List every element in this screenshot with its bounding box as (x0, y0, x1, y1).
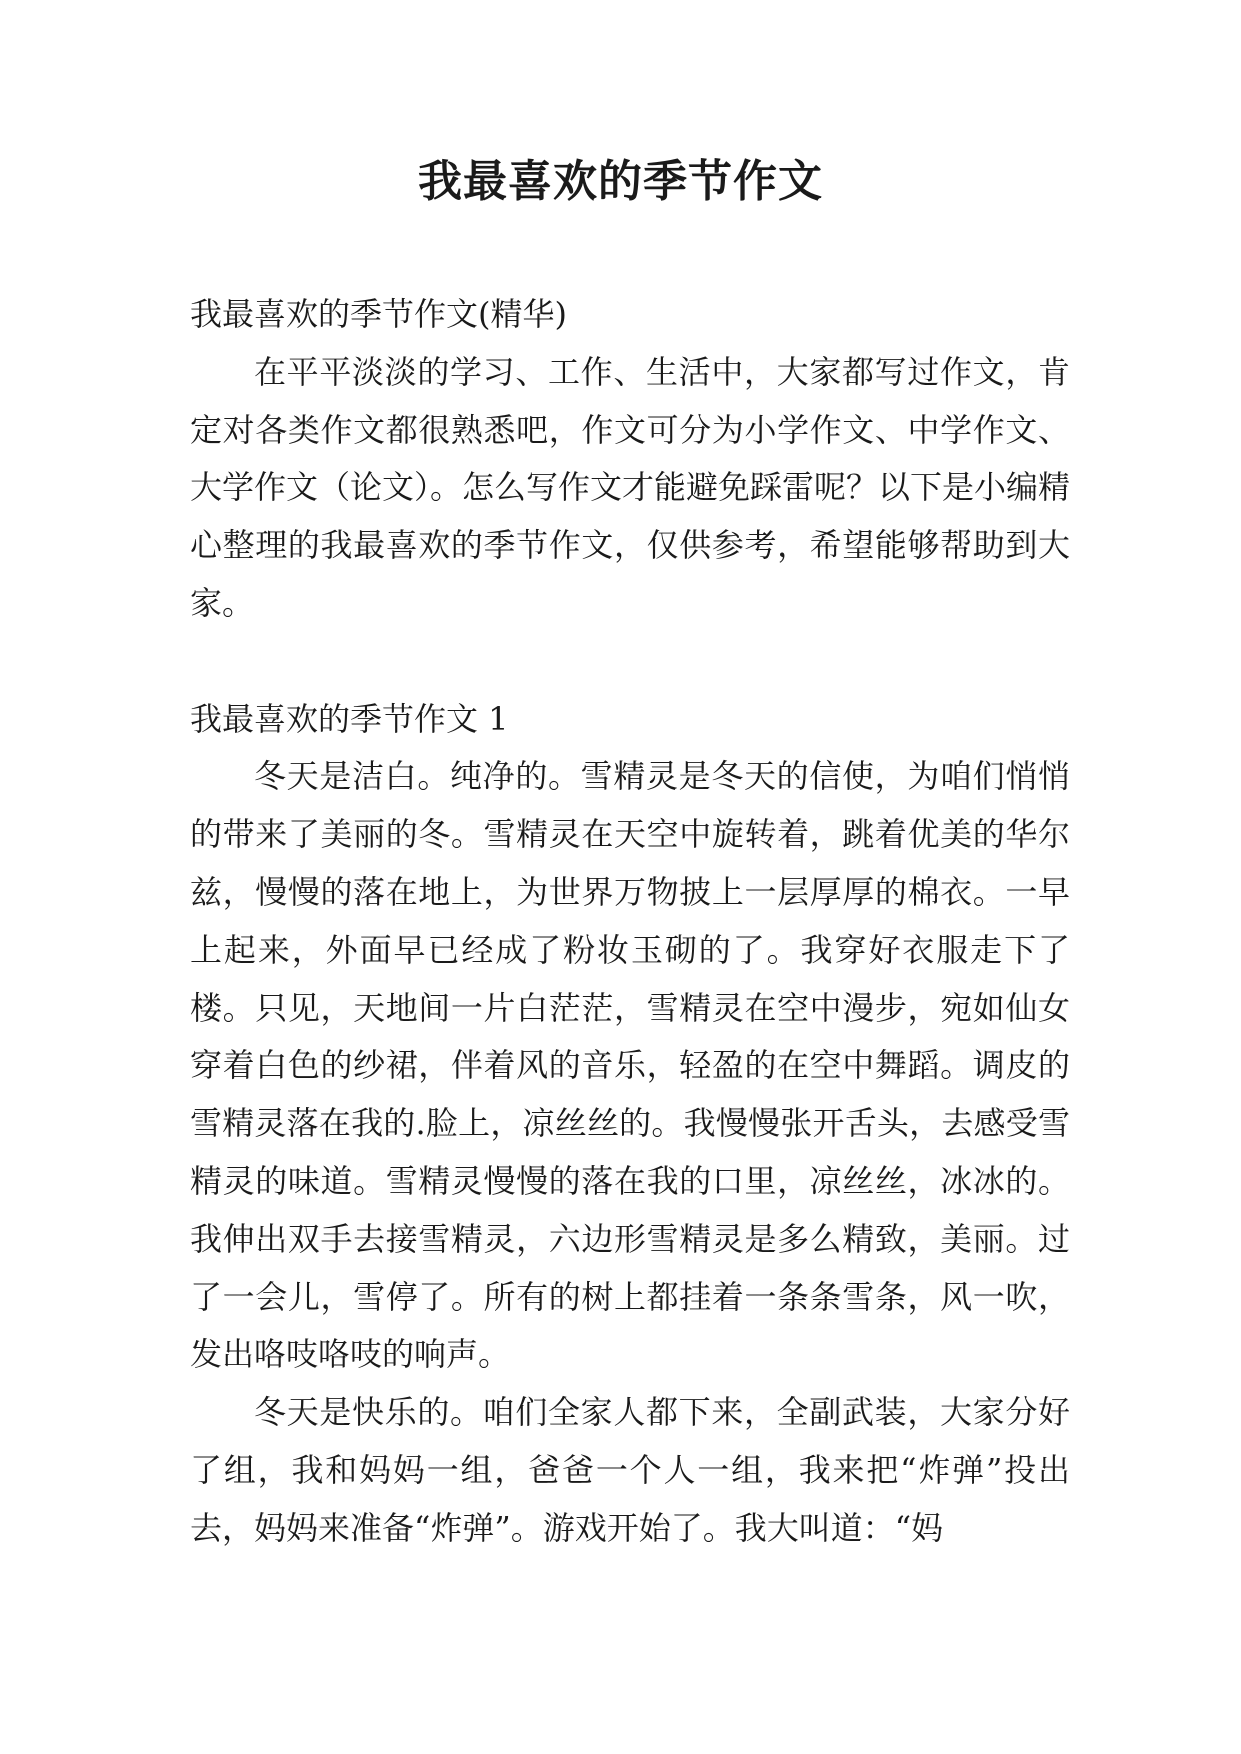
document-body (190, 286, 1070, 1558)
body-paragraph: 冬天是快乐的。咱们全家人都下来，全副武装，大家分好了组，我和妈妈一组，爸爸一个人一组，我来把“炸弹”投出去，妈妈来准备“炸弹”。游戏开始了。我大叫道：“妈 (190, 1393, 1070, 1547)
intro-paragraph: 在平平淡淡的学习、工作、生活中，大家都写过作文，肯定对各类作文都很熟悉吧，作文可分为小学作文、中学作文、大学作文（论文）。怎么写作文才能避免踩雷呢？以下是小编精心整理的我最喜欢的季节作文，仅供参考，希望能够帮助到大家。 (190, 352, 1071, 622)
section-heading: 我最喜欢的季节作文 1 (190, 699, 509, 738)
section-spacer (190, 633, 1070, 691)
document-subtitle: 我最喜欢的季节作文(精华) (190, 295, 567, 333)
body-paragraph: 冬天是洁白。纯净的。雪精灵是冬天的信使，为咱们悄悄的带来了美丽的冬。雪精灵在天空中旋转着，跳着优美的华尔兹，慢慢的落在地上，为世界万物披上一层厚厚的棉衣。一早上起来，外面早已经成了粉妆玉砌的了。我穿好衣服走下了楼。只见，天地间一片白茫茫，雪精灵在空中漫步，宛如仙女穿着白色的纱裙，伴着风的音乐，轻盈的在空中舞蹈。调皮的雪精灵落在我的.脸上，凉丝丝的。我慢慢张开舌头，去感受雪精灵的味道。雪精灵慢慢的落在我的口里，凉丝丝，冰冰的。我伸出双手去接雪精灵，六边形雪精灵是多么精致，美丽。过了一会儿，雪停了。所有的树上都挂着一条条雪条，风一吹，发出咯吱咯吱的响声。 (190, 757, 1070, 1374)
document-title: 我最喜欢的季节作文 (418, 156, 823, 207)
